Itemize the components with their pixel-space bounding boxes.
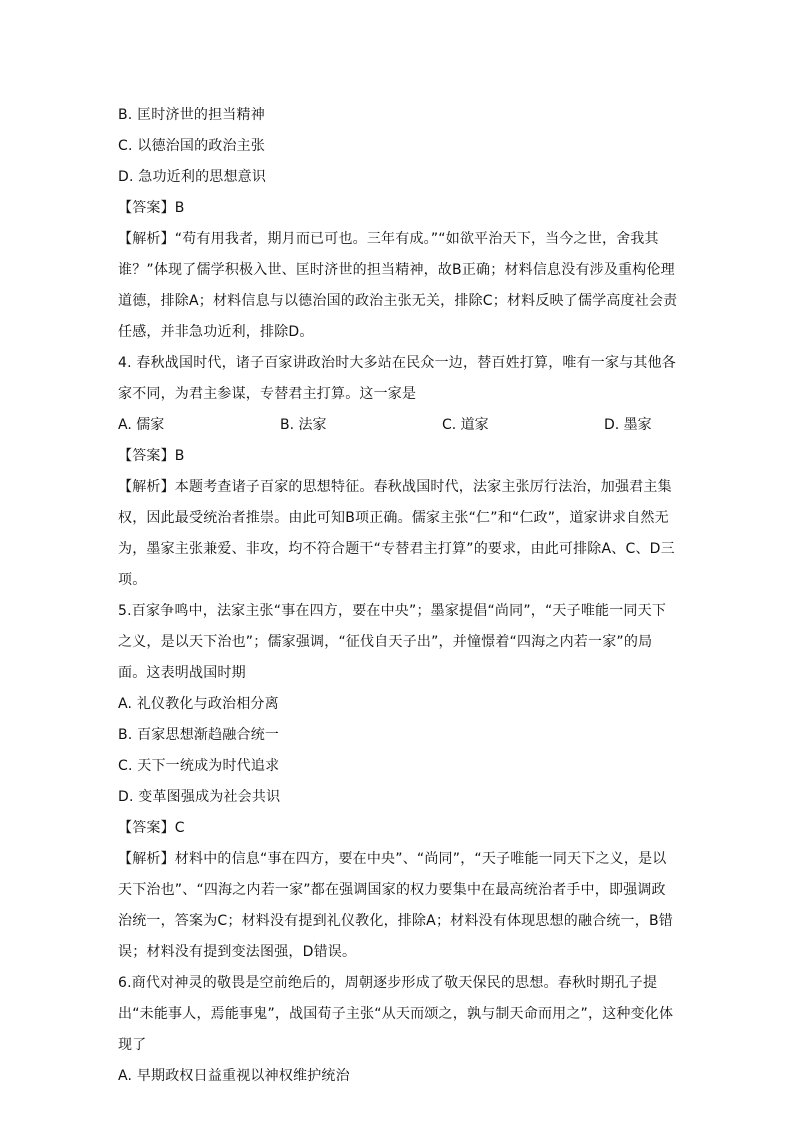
q4-option-a: A. 儒家 [118, 417, 165, 433]
q3-option-c: C. 以德治国的政治主张 [118, 138, 266, 154]
q4-option-c: C. 道家 [442, 417, 489, 433]
q5-analysis: 【解析】材料中的信息“事在四方，要在中央”、“尚同”，“天子唯能一同天下之义，是以天下治也”、“四海之内若一家”都在强调国家的权力要集中在最高统治者手中，即强调政治统一，答案为C；材料没有提到礼仪教化，排除A；材料没有体现思想的融合统一，B错误；材料没有提到变法图强，D错误。 [118, 851, 673, 960]
q4-option-d: D. 墨家 [604, 417, 652, 433]
q4-options [118, 410, 678, 441]
q4-stem: 4. 春秋战国时代，诸子百家讲政治时大多站在民众一边，替百姓打算，唯有一家与其他各家不同，为君主参谋，专替君主打算。这一家是 [118, 355, 677, 402]
q3-option-d: D. 急功近利的思想意识 [118, 169, 267, 185]
q6-option-a: A. 早期政权日益重视以神权维护统治 [118, 1068, 350, 1084]
q3-answer: 【答案】B [118, 200, 185, 216]
q5-option-a: A. 礼仪教化与政治相分离 [118, 696, 279, 712]
q4-analysis: 【解析】本题考查诸子百家的思想特征。春秋战国时代，法家主张厉行法治，加强君主集权，因此最受统治者推崇。由此可知B项正确。儒家主张“仁”和“仁政”，道家讲求自然无为，墨家主张兼爱、非攻，均不符合题干“专替君主打算”的要求，由此可排除A、C、D三项。 [118, 479, 675, 588]
q4-option-b: B. 法家 [280, 417, 327, 433]
q5-option-c: C. 天下一统成为时代追求 [118, 758, 280, 774]
q5-option-b: B. 百家思想渐趋融合统一 [118, 727, 280, 743]
q5-answer: 【答案】C [118, 820, 185, 836]
document-page [118, 100, 678, 1092]
q5-option-d: D. 变革图强成为社会共识 [118, 789, 281, 805]
q5-stem: 5.百家争鸣中，法家主张“事在四方，要在中央”；墨家提倡“尚同”，“天子唯能一同天下之义，是以天下治也”；儒家强调，“征伐自天子出”，并憧憬着“四海之内若一家”的局面。这表明战国时期 [118, 603, 667, 681]
q4-answer: 【答案】B [118, 448, 185, 464]
q6-stem: 6.商代对神灵的敬畏是空前绝后的，周朝逐步形成了敬天保民的思想。春秋时期孔子提出“未能事人，焉能事鬼”，战国荀子主张“从天而颂之，孰与制天命而用之”，这种变化体现了 [118, 975, 674, 1053]
q3-option-b: B. 匡时济世的担当精神 [118, 107, 265, 123]
q3-analysis: 【解析】“苟有用我者，期月而已可也。三年有成。”“如欲平治天下，当今之世，舍我其谁？”体现了儒学积极入世、匡时济世的担当精神，故B正确；材料信息没有涉及重构伦理道德，排除A；材料信息与以德治国的政治主张无关，排除C；材料反映了儒学高度社会责任感，并非急功近利，排除D。 [118, 231, 678, 340]
